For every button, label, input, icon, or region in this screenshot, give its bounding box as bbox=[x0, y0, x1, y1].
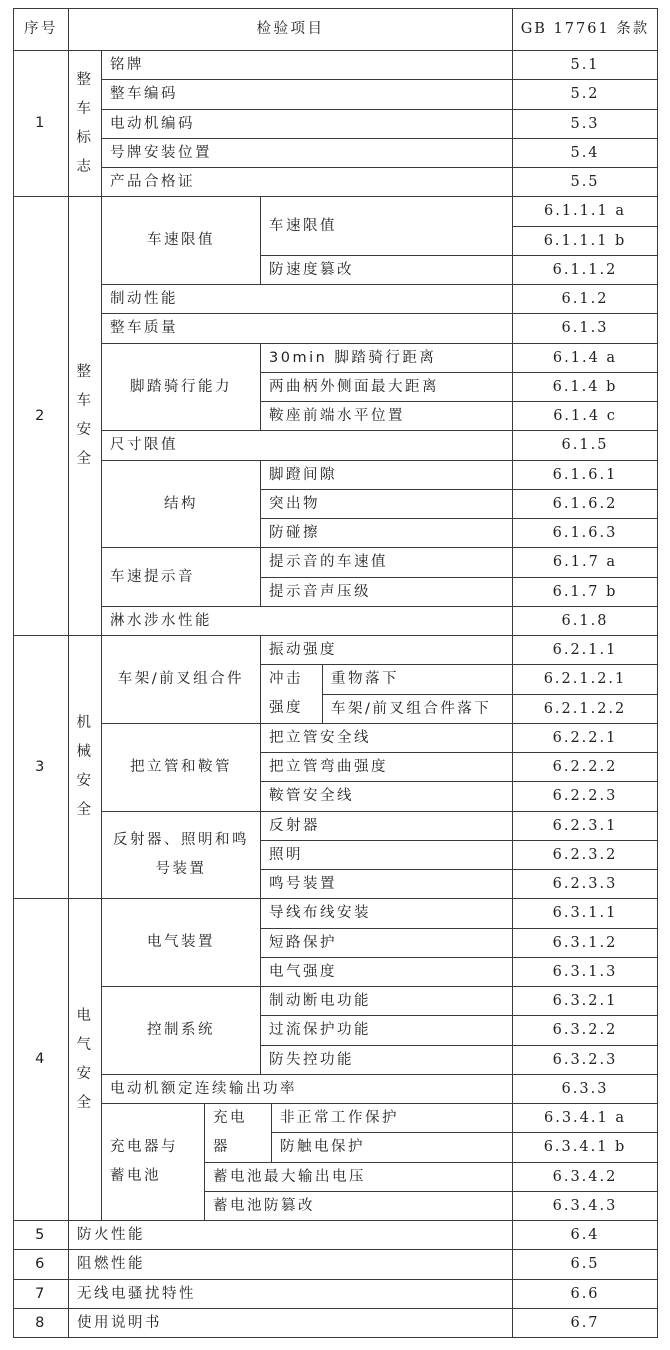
clause-number: 6.3.2.2 bbox=[512, 1015, 658, 1046]
clause-number: 6.3.3 bbox=[512, 1074, 658, 1104]
inspection-item: 照明 bbox=[260, 840, 513, 870]
header-clause: GB 17761 条款 bbox=[512, 8, 658, 51]
group-number: 5 bbox=[13, 1220, 69, 1250]
inspection-item: 鸣号装置 bbox=[260, 869, 513, 899]
inspection-item: 整车编码 bbox=[101, 79, 513, 110]
clause-number: 5.3 bbox=[512, 109, 658, 139]
inspection-item: 防触电保护 bbox=[271, 1132, 513, 1163]
inspection-item: 阻燃性能 bbox=[68, 1249, 513, 1280]
group-number: 7 bbox=[13, 1279, 69, 1309]
clause-number: 6.1.1.2 bbox=[512, 255, 658, 285]
inspection-item: 鞍座前端水平位置 bbox=[260, 401, 513, 431]
inspection-item: 反射器 bbox=[260, 811, 513, 841]
item-group-label: 结构 bbox=[101, 460, 261, 548]
clause-number: 6.2.1.1 bbox=[512, 635, 658, 665]
clause-number: 6.1.4 b bbox=[512, 372, 658, 402]
inspection-item: 无线电骚扰特性 bbox=[68, 1279, 513, 1309]
inspection-item: 铭牌 bbox=[101, 50, 513, 80]
clause-number: 6.1.6.1 bbox=[512, 460, 658, 490]
clause-number: 6.2.2.2 bbox=[512, 752, 658, 782]
inspection-item: 防碰擦 bbox=[260, 518, 513, 548]
header-item: 检验项目 bbox=[68, 8, 513, 51]
inspection-item: 车速限值 bbox=[260, 196, 513, 256]
clause-number: 6.7 bbox=[512, 1308, 658, 1338]
inspection-item: 提示音的车速值 bbox=[260, 547, 513, 578]
clause-number: 6.3.1.3 bbox=[512, 957, 658, 987]
clause-number: 6.1.3 bbox=[512, 313, 658, 344]
clause-number: 6.3.4.3 bbox=[512, 1191, 658, 1221]
clause-number: 6.1.1.1 b bbox=[512, 226, 658, 256]
inspection-item: 非正常工作保护 bbox=[271, 1103, 513, 1133]
inspection-item: 防失控功能 bbox=[260, 1045, 513, 1075]
clause-number: 6.2.2.3 bbox=[512, 781, 658, 812]
clause-number: 6.2.1.2.1 bbox=[512, 664, 658, 695]
clause-number: 6.1.7 b bbox=[512, 577, 658, 607]
clause-number: 6.2.2.1 bbox=[512, 723, 658, 753]
clause-number: 6.1.4 a bbox=[512, 343, 658, 373]
inspection-item: 制动断电功能 bbox=[260, 986, 513, 1016]
inspection-item: 防速度篡改 bbox=[260, 255, 513, 285]
group-category: 整 车 标 志 bbox=[68, 50, 102, 197]
clause-number: 6.3.4.1 a bbox=[512, 1103, 658, 1133]
group-category: 整 车 安 全 bbox=[68, 196, 102, 636]
clause-number: 6.4 bbox=[512, 1220, 658, 1250]
inspection-item: 电气强度 bbox=[260, 957, 513, 987]
clause-number: 6.3.4.1 b bbox=[512, 1132, 658, 1163]
inspection-item: 两曲柄外侧面最大距离 bbox=[260, 372, 513, 402]
clause-number: 6.1.1.1 a bbox=[512, 196, 658, 227]
clause-number: 6.3.4.2 bbox=[512, 1162, 658, 1192]
inspection-item: 整车质量 bbox=[101, 313, 513, 344]
clause-number: 5.2 bbox=[512, 79, 658, 110]
group-category: 机 械 安 全 bbox=[68, 635, 102, 899]
inspection-item: 鞍管安全线 bbox=[260, 781, 513, 812]
group-number: 4 bbox=[13, 898, 69, 1221]
clause-number: 5.1 bbox=[512, 50, 658, 80]
clause-number: 6.1.6.3 bbox=[512, 518, 658, 548]
header-seq: 序号 bbox=[13, 8, 69, 51]
inspection-item: 重物落下 bbox=[322, 664, 513, 695]
clause-number: 6.3.2.1 bbox=[512, 986, 658, 1016]
group-category: 电 气 安 全 bbox=[68, 898, 102, 1221]
item-group-label: 充电器与 蓄电池 bbox=[101, 1103, 205, 1221]
group-number: 6 bbox=[13, 1249, 69, 1280]
item-group-label: 反射器、照明和鸣 号装置 bbox=[101, 811, 261, 899]
item-group-label: 控制系统 bbox=[101, 986, 261, 1075]
inspection-item: 车架/前叉组合件落下 bbox=[322, 694, 513, 724]
item-group-label: 车架/前叉组合件 bbox=[101, 635, 261, 724]
inspection-item: 淋水涉水性能 bbox=[101, 606, 513, 636]
inspection-item: 电动机额定连续输出功率 bbox=[101, 1074, 513, 1104]
clause-number: 6.1.4 c bbox=[512, 401, 658, 431]
clause-number: 6.2.3.2 bbox=[512, 840, 658, 870]
item-group-label: 车速限值 bbox=[101, 196, 261, 285]
group-number: 8 bbox=[13, 1308, 69, 1338]
clause-number: 6.5 bbox=[512, 1249, 658, 1280]
inspection-item: 短路保护 bbox=[260, 928, 513, 958]
inspection-item: 蓄电池防篡改 bbox=[204, 1191, 513, 1221]
clause-number: 6.3.2.3 bbox=[512, 1045, 658, 1075]
inspection-item: 突出物 bbox=[260, 489, 513, 519]
clause-number: 5.4 bbox=[512, 138, 658, 168]
inspection-item: 电动机编码 bbox=[101, 109, 513, 139]
group-number: 1 bbox=[13, 50, 69, 197]
inspection-item: 使用说明书 bbox=[68, 1308, 513, 1338]
clause-number: 6.2.3.1 bbox=[512, 811, 658, 841]
item-group-label: 充电 器 bbox=[204, 1103, 272, 1163]
clause-number: 6.3.1.2 bbox=[512, 928, 658, 958]
inspection-item: 脚蹬间隙 bbox=[260, 460, 513, 490]
inspection-item: 提示音声压级 bbox=[260, 577, 513, 607]
clause-number: 6.1.2 bbox=[512, 284, 658, 314]
inspection-item: 蓄电池最大输出电压 bbox=[204, 1162, 513, 1192]
inspection-item: 30min 脚踏骑行距离 bbox=[260, 343, 513, 373]
inspection-item: 号牌安装位置 bbox=[101, 138, 513, 168]
clause-number: 6.1.7 a bbox=[512, 547, 658, 578]
inspection-item: 导线布线安装 bbox=[260, 898, 513, 929]
inspection-item: 振动强度 bbox=[260, 635, 513, 665]
item-group-label: 把立管和鞍管 bbox=[101, 723, 261, 812]
inspection-item: 尺寸限值 bbox=[101, 430, 513, 461]
clause-number: 5.5 bbox=[512, 167, 658, 197]
clause-number: 6.1.8 bbox=[512, 606, 658, 636]
item-group-label: 脚踏骑行能力 bbox=[101, 343, 261, 431]
item-group-label: 电气装置 bbox=[101, 898, 261, 987]
inspection-item: 制动性能 bbox=[101, 284, 513, 314]
inspection-item: 车速提示音 bbox=[101, 547, 261, 607]
group-number: 3 bbox=[13, 635, 69, 899]
clause-number: 6.1.5 bbox=[512, 430, 658, 461]
clause-number: 6.1.6.2 bbox=[512, 489, 658, 519]
inspection-item: 过流保护功能 bbox=[260, 1015, 513, 1046]
clause-number: 6.3.1.1 bbox=[512, 898, 658, 929]
inspection-item: 产品合格证 bbox=[101, 167, 513, 197]
inspection-item: 把立管安全线 bbox=[260, 723, 513, 753]
inspection-item: 防火性能 bbox=[68, 1220, 513, 1250]
group-number: 2 bbox=[13, 196, 69, 636]
inspection-item: 把立管弯曲强度 bbox=[260, 752, 513, 782]
item-group-label: 冲击 强度 bbox=[260, 664, 323, 724]
clause-number: 6.6 bbox=[512, 1279, 658, 1309]
clause-number: 6.2.3.3 bbox=[512, 869, 658, 899]
clause-number: 6.2.1.2.2 bbox=[512, 694, 658, 724]
